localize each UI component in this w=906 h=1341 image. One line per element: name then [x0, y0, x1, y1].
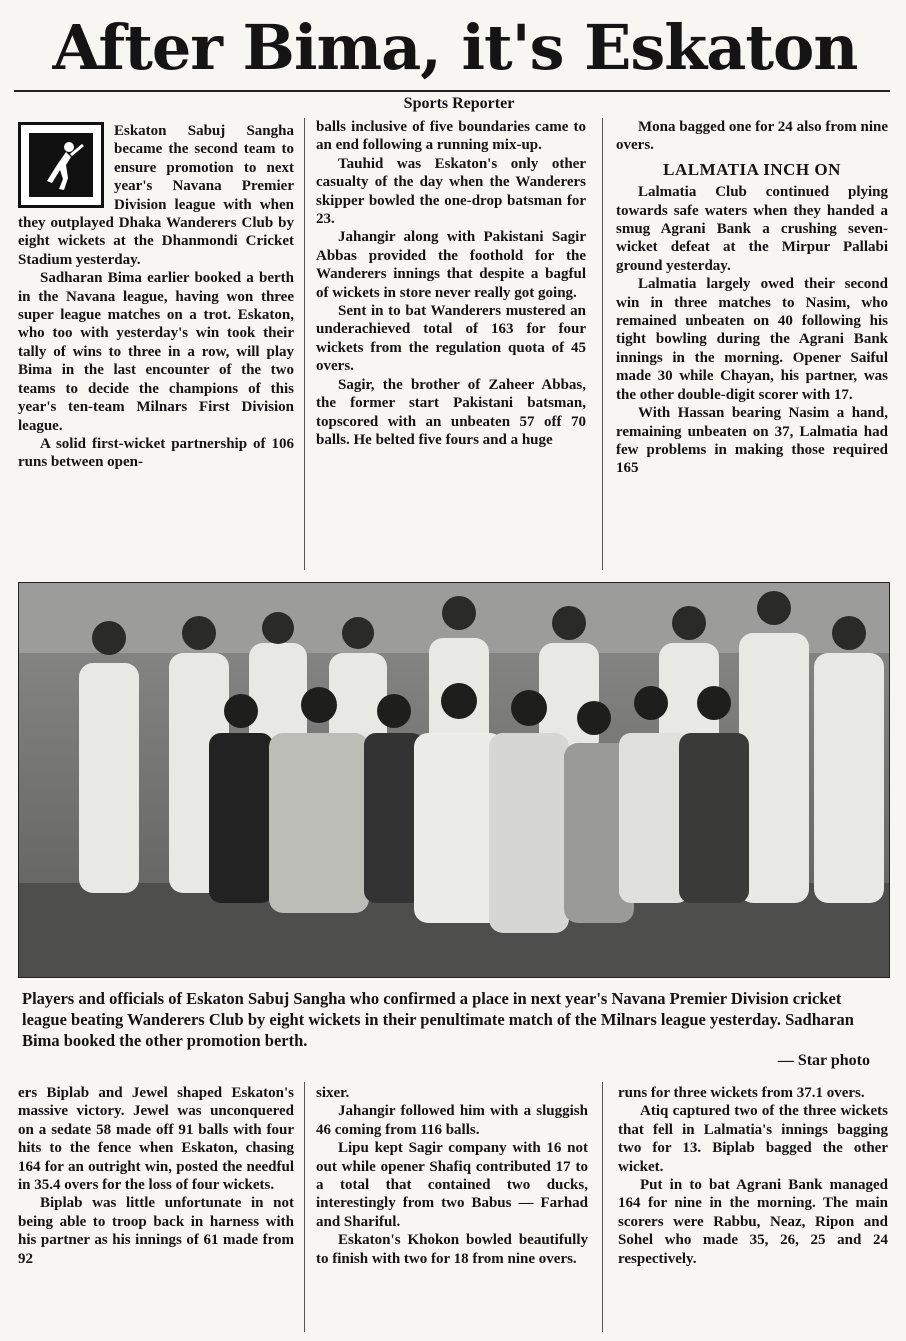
subheading: LALMATIA INCH ON [663, 159, 841, 179]
paragraph: Sagir, the brother of Zaheer Abbas, the former start Pakistani batsman, topscored with an unbeaten 57 off 70 balls. He belted five fours and a huge [316, 376, 586, 448]
paragraph: Mona bagged one for 24 also from nine overs. [616, 119, 888, 154]
paragraph: A solid first-wicket partnership of 106 runs between open- [18, 435, 294, 471]
column-divider [602, 118, 603, 570]
photo-credit: — Star photo [777, 1052, 870, 1069]
cricket-batsman-icon [18, 122, 104, 208]
team-photo [18, 582, 890, 978]
column-divider [304, 1082, 305, 1332]
paragraph: Lalmatia Club continued plying towards safe waters when they handed a smug Agrani Bank a crushing seven-wicket defeat at the Mirpur Pallabi ground yesterday. [616, 184, 888, 274]
paragraph: Lalmatia largely owed their second win in three matches to Nasim, who remained unbeaten on 40 following his tight bowling during the Agrani Bank innings in the morning. Opener Saiful made 30 while Chayan, his partner, was the other double-digit scorer with 17. [616, 276, 888, 403]
column-1 [18, 122, 294, 472]
headline-rule [14, 90, 890, 92]
paragraph: Jahangir followed him with a sluggish 46 coming from 116 balls. [316, 1103, 588, 1138]
paragraph: Lipu kept Sagir company with 16 not out while opener Shafiq contributed 17 to a total that contained two ducks, interestingly from two Babus — Farhad and Shariful. [316, 1140, 588, 1230]
column-divider [304, 118, 305, 570]
paragraph: With Hassan bearing Nasim a hand, remaining unbeaten on 37, Lalmatia had few problems in making those required 165 [616, 405, 888, 477]
paragraph: Atiq captured two of the three wickets that fell in Lalmatia's innings bagging two for 13. Biplab bagged the other wicket. [618, 1103, 888, 1175]
column-5 [316, 1084, 588, 1268]
paragraph: balls inclusive of five boundaries came to an end following a running mix-up. [316, 119, 586, 154]
paragraph: Jahangir along with Pakistani Sagir Abbas provided the foothold for the Wanderers innings that despite a bagful of wickets in store never really got going. [316, 229, 586, 301]
paragraph: Tauhid was Eskaton's only other casualty of the day when the Wanderers skipper bowled the one-drop batsman for 23. [316, 155, 586, 228]
photo-caption: Players and officials of Eskaton Sabuj Sangha who confirmed a place in next year's Navana Premier Division cricket league beating Wanderers Club by eight wickets in their penultimate match of the Milnars league yesterday. Sadharan Bima booked the other promotion berth. [22, 989, 854, 1050]
column-3 [616, 118, 888, 478]
paragraph: runs for three wickets from 37.1 overs. [618, 1085, 865, 1101]
paragraph: Eskaton Sabuj Sangha became the second team to ensure promotion to next year's Navana Premier Division league with when they outplayed Dhaka Wanderers Club by eight wickets at the Dhanmondi Cricket Stadium yesterday. [18, 123, 294, 268]
byline: Sports Reporter [403, 95, 515, 112]
paragraph: sixer. [316, 1085, 350, 1101]
column-4 [18, 1084, 294, 1268]
column-6 [618, 1084, 888, 1268]
paragraph: Sadharan Bima earlier booked a berth in the Navana league, having won three super league matches on a trot. Eskaton, who too with yesterday's win took their tally of wins to three in a row, will play Bima in the last encounter of the two teams to decide the champions of this year's ten-team Milnars First Division league. [18, 270, 294, 434]
paragraph: ers Biplab and Jewel shaped Eskaton's massive victory. Jewel was unconquered on a sedate 58 made off 91 balls with four hits to the fence when Eskaton, chasing 164 for an outright win, posted the needful in 35.4 overs for the loss of four wickets. [18, 1085, 294, 1194]
paragraph: Eskaton's Khokon bowled beautifully to finish with two for 18 from nine overs. [316, 1232, 588, 1267]
column-2 [316, 118, 586, 449]
column-divider [602, 1082, 603, 1332]
paragraph: Put in to bat Agrani Bank managed 164 for nine in the morning. The main scorers were Rabbu, Neaz, Ripon and Sohel who made 35, 26, 25 and 24 respectively. [618, 1177, 888, 1267]
headline: After Bima, it's Eskaton [52, 11, 858, 84]
paragraph: Biplab was little unfortunate in not being able to troop back in harness with his partner as his innings of 61 made from 92 [18, 1195, 294, 1267]
paragraph: Sent in to bat Wanderers mustered an underachieved total of 163 for four wickets from the regulation quota of 45 overs. [316, 303, 586, 375]
